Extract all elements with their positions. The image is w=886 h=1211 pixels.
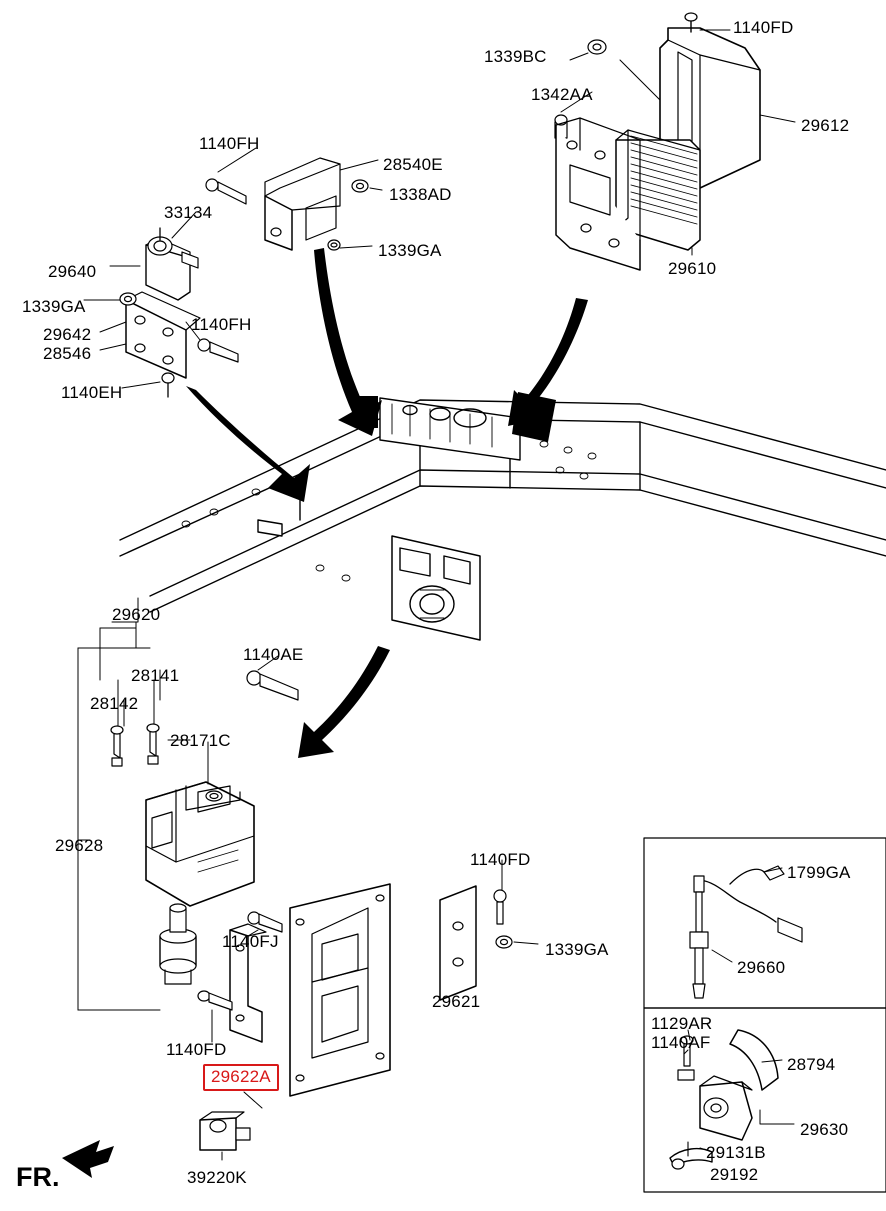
- part-number-label: 28142: [90, 694, 139, 713]
- part-number-label: 1339GA: [545, 940, 609, 959]
- part-number-label: 1140FD: [733, 18, 794, 37]
- part-number-label: 1339BC: [484, 47, 547, 66]
- ecu-assembly-group: [555, 13, 795, 270]
- part-number-label: 1339GA: [378, 241, 442, 260]
- part-number-label: 1140FH: [191, 315, 252, 334]
- part-number-label: 1799GA: [787, 863, 851, 882]
- part-number-label: 29192: [710, 1165, 759, 1184]
- part-number-label: 29640: [48, 262, 97, 281]
- part-number-label: 1140FH: [199, 134, 260, 153]
- part-number-label: 39220K: [187, 1168, 247, 1187]
- part-number-label: 28794: [787, 1055, 836, 1074]
- part-number-label: 28540E: [383, 155, 443, 174]
- part-number-label: 1140AF: [651, 1033, 711, 1052]
- part-number-label: 1338AD: [389, 185, 452, 204]
- part-number-label: 1140AE: [243, 645, 304, 664]
- part-number-label: 29620: [112, 605, 161, 624]
- part-number-label: 29622A: [203, 1064, 279, 1091]
- part-number-label: 29621: [432, 992, 481, 1011]
- part-number-label: 1129AR: [651, 1014, 713, 1033]
- part-number-label: 29628: [55, 836, 104, 855]
- part-number-label: 28546: [43, 344, 92, 363]
- front-direction-arrow: [62, 1140, 114, 1178]
- part-number-label: 33134: [164, 203, 213, 222]
- part-number-label: 29612: [801, 116, 850, 135]
- part-number-label: 1140EH: [61, 383, 123, 402]
- part-number-label: 1140FD: [166, 1040, 227, 1059]
- part-number-label: 28171C: [170, 731, 231, 750]
- part-number-label: 1140FJ: [222, 932, 279, 951]
- part-number-label: 29660: [737, 958, 786, 977]
- front-direction-label: FR.: [16, 1162, 60, 1192]
- part-number-label: 1342AA: [531, 85, 593, 104]
- part-number-label: 28141: [131, 666, 180, 685]
- part-number-label: 29630: [800, 1120, 849, 1139]
- part-number-label: 29131B: [706, 1143, 766, 1162]
- part-number-label: 1140FD: [470, 850, 531, 869]
- part-number-label: 29642: [43, 325, 92, 344]
- part-number-label: 29610: [668, 259, 717, 278]
- part-number-label: 1339GA: [22, 297, 86, 316]
